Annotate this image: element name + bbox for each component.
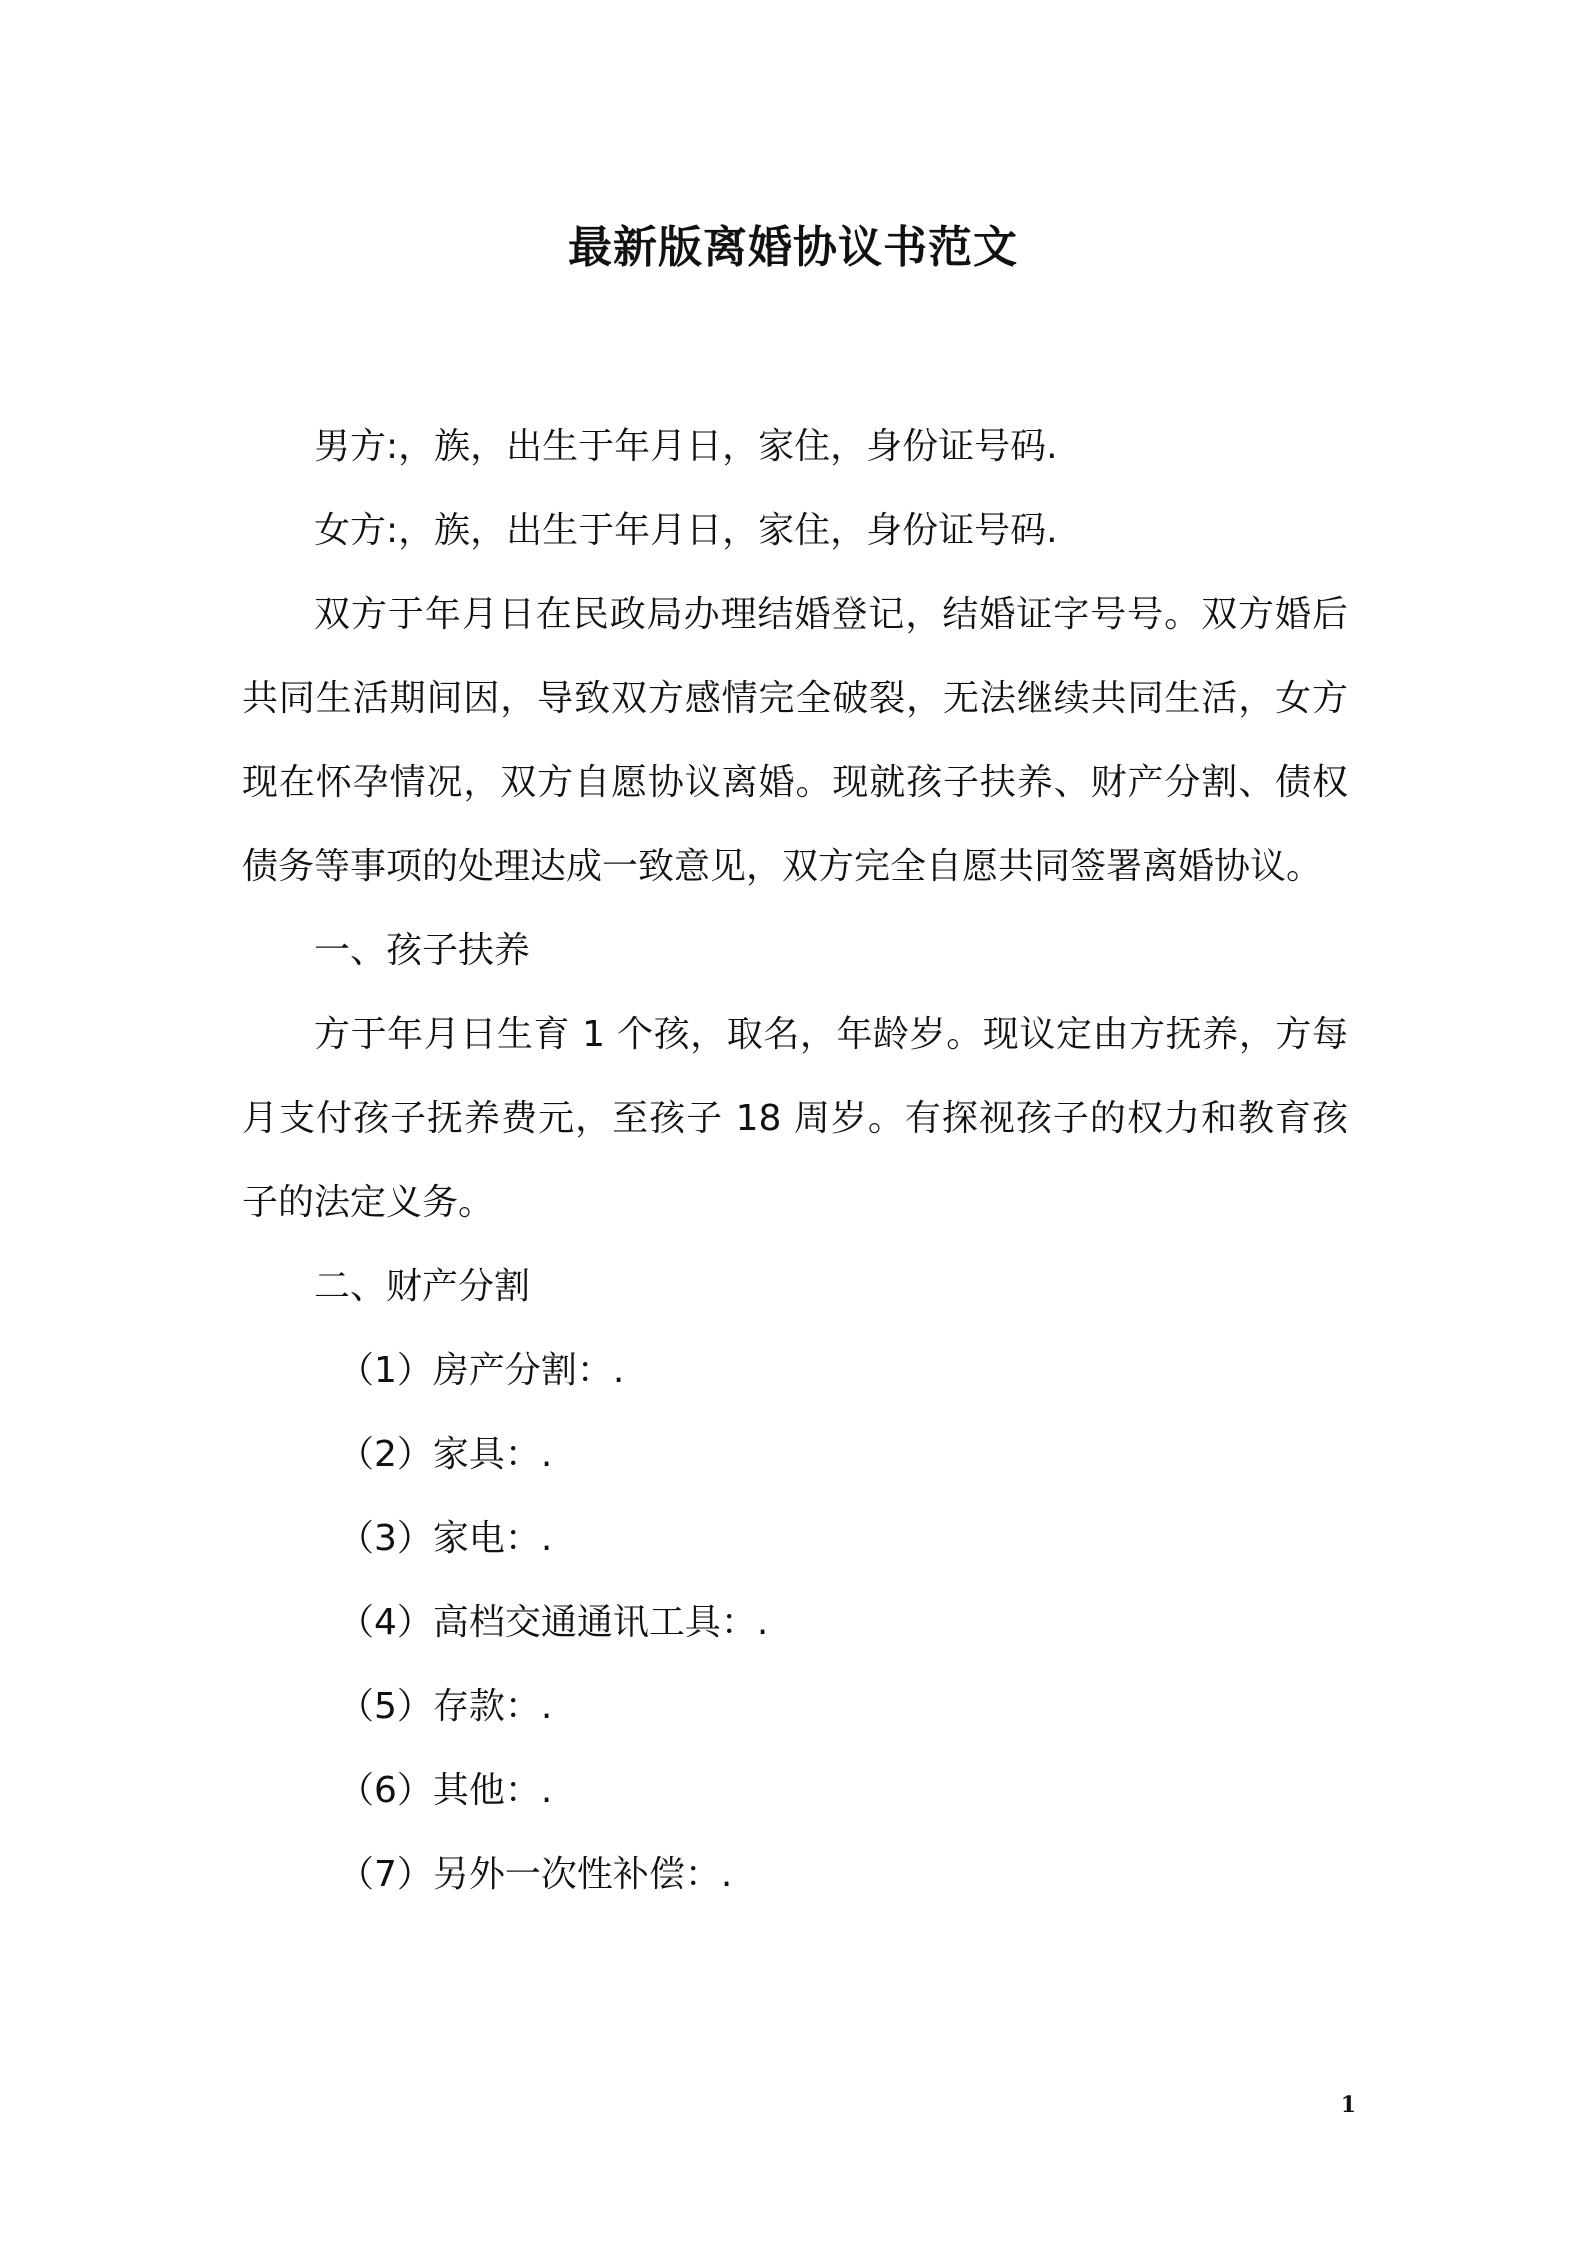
property-item-furniture: （2）家具：. — [338, 1434, 553, 1475]
male-party-paragraph: 男方:，族，出生于年月日，家住，身份证号码. — [314, 426, 1058, 467]
document-title: 最新版离婚协议书范文 — [568, 222, 1018, 273]
property-item-appliances: （3）家电：. — [338, 1518, 553, 1559]
property-item-other: （6）其他：. — [338, 1770, 553, 1811]
document-body — [242, 405, 1348, 1917]
page-number: 1 — [1340, 2092, 1356, 2118]
property-item-compensation: （7）另外一次性补偿：. — [338, 1854, 733, 1895]
section-heading-child-custody: 一、孩子扶养 — [314, 930, 531, 971]
section-heading-property-division: 二、财产分割 — [314, 1266, 531, 1307]
property-item-house: （1）房产分割：. — [338, 1350, 625, 1391]
property-item-savings: （5）存款：. — [338, 1686, 553, 1727]
child-custody-paragraph: 方于年月日生育 1 个孩，取名，年龄岁。现议定由方抚养，方每月支付孩子抚养费元，至孩子 18 周岁。有探视孩子的权力和教育孩子的法定义务。 — [242, 1014, 1348, 1223]
property-item-vehicles: （4）高档交通通讯工具：. — [338, 1602, 769, 1643]
agreement-intro-paragraph: 双方于年月日在民政局办理结婚登记，结婚证字号号。双方婚后共同生活期间因，导致双方感情完全破裂，无法继续共同生活，女方现在怀孕情况，双方自愿协议离婚。现就孩子扶养、财产分割、债权债务等事项的处理达成一致意见，双方完全自愿共同签署离婚协议。 — [242, 594, 1348, 887]
female-party-paragraph: 女方:，族，出生于年月日，家住，身份证号码. — [314, 510, 1058, 551]
